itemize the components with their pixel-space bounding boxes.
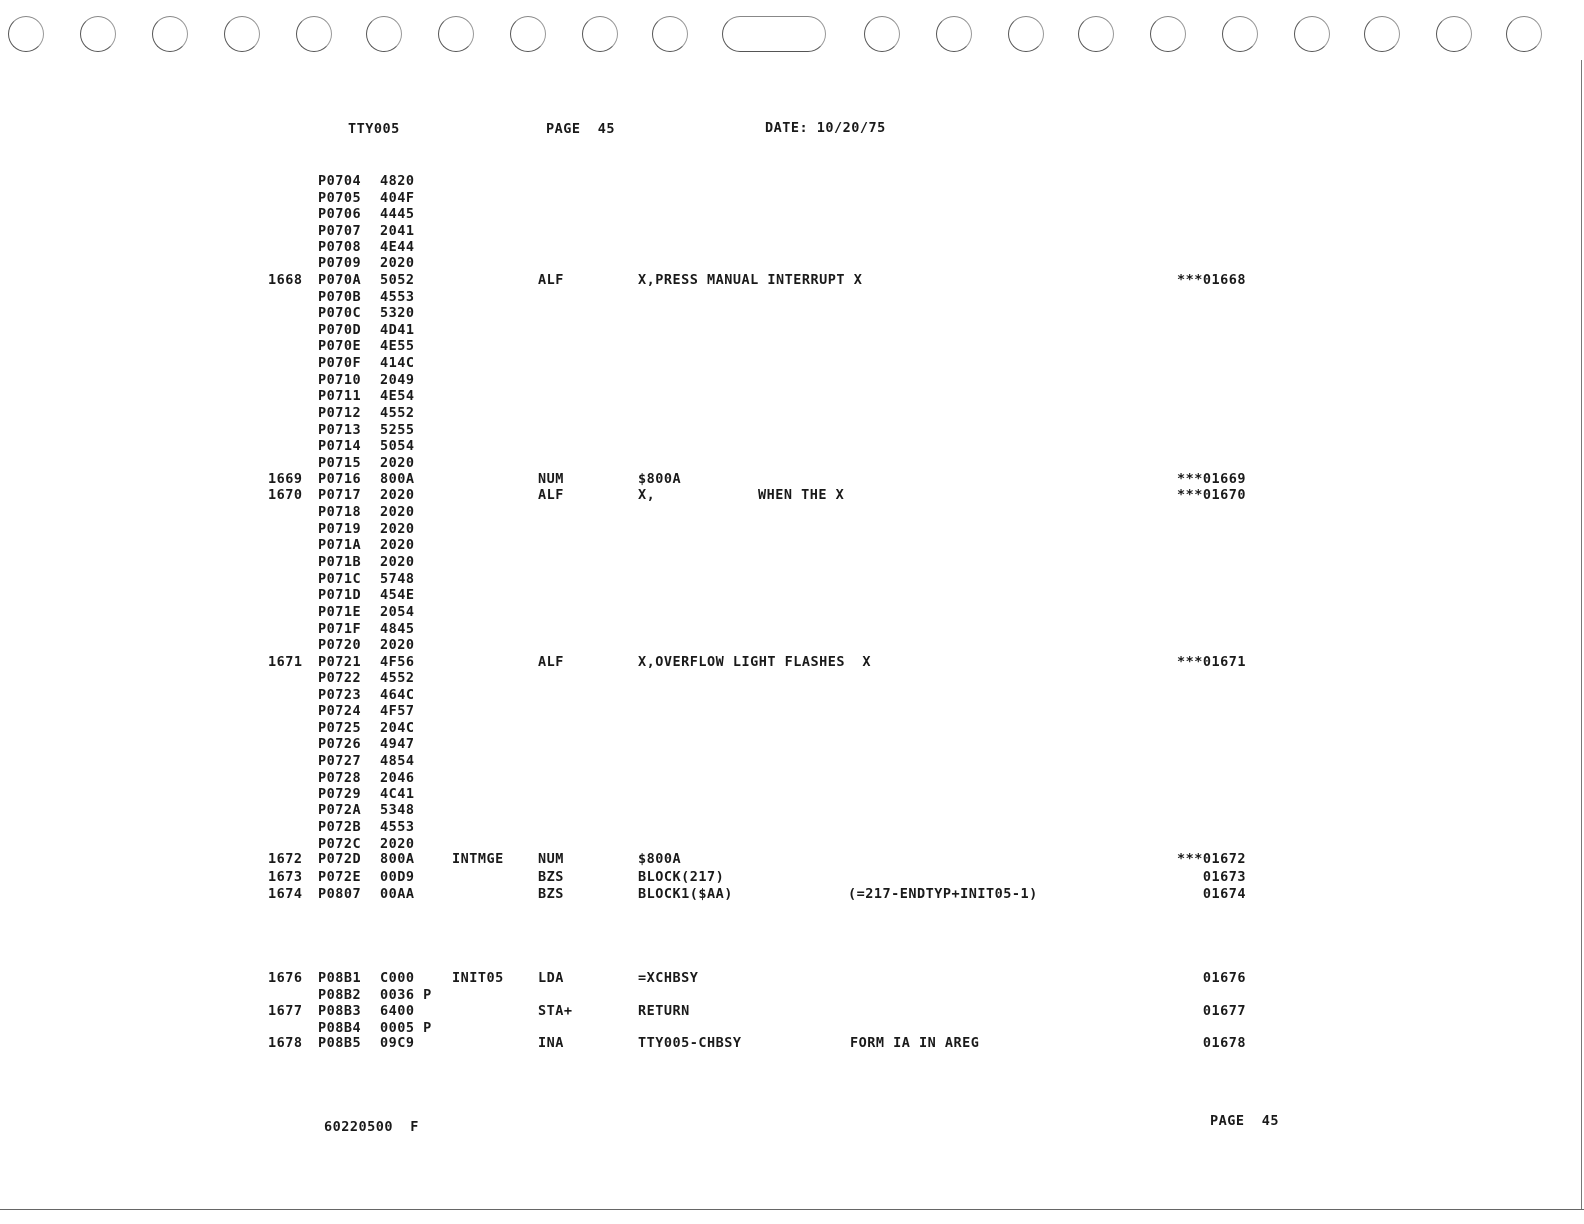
source-label: INTMGE [452, 851, 504, 867]
listing-row [0, 338, 1584, 354]
listing-row [0, 422, 1584, 438]
listing-row [0, 554, 1584, 570]
sequence-number: ***01669 [1176, 471, 1246, 487]
address: P0705 [318, 190, 362, 206]
opcode: BZS [538, 869, 564, 885]
object-code: 6400 [380, 1003, 415, 1019]
feed-hole [224, 16, 260, 52]
address: P0723 [318, 687, 362, 703]
listing-row [0, 471, 1584, 487]
tractor-feed-holes [0, 16, 1584, 60]
address: P0725 [318, 720, 362, 736]
object-code: 2020 [380, 521, 415, 537]
sequence-number: ***01668 [1176, 272, 1246, 288]
address: P0721 [318, 654, 362, 670]
object-code: 4947 [380, 736, 415, 752]
listing-row [0, 687, 1584, 703]
sequence-number: ***01672 [1176, 851, 1246, 867]
object-code: 2046 [380, 770, 415, 786]
feed-hole [1222, 16, 1258, 52]
sequence-number: ***01670 [1176, 487, 1246, 503]
operand: TTY005-CHBSY [638, 1035, 742, 1051]
line-number: 1668 [268, 272, 303, 288]
address: P072C [318, 836, 362, 852]
feed-hole [722, 16, 826, 52]
address: P0807 [318, 886, 362, 902]
listing-row [0, 736, 1584, 752]
object-code: 2020 [380, 455, 415, 471]
listing-row [0, 239, 1584, 255]
listing-row [0, 537, 1584, 553]
object-code: 454E [380, 587, 415, 603]
feed-hole [296, 16, 332, 52]
footer-page: PAGE 45 [1210, 1113, 1280, 1129]
listing-row [0, 819, 1584, 835]
object-code: 4553 [380, 819, 415, 835]
operand: BLOCK1($AA) [638, 886, 733, 902]
object-code: 4C41 [380, 786, 415, 802]
object-code: 4E55 [380, 338, 415, 354]
address: P0727 [318, 753, 362, 769]
object-code: 4552 [380, 670, 415, 686]
listing-row [0, 786, 1584, 802]
listing-row [0, 405, 1584, 421]
feed-hole [8, 16, 44, 52]
listing-row [0, 455, 1584, 471]
feed-hole [152, 16, 188, 52]
listing-row [0, 654, 1584, 670]
object-code: 2020 [380, 487, 415, 503]
feed-hole [1008, 16, 1044, 52]
sequence-number: 01674 [1202, 886, 1246, 902]
operand: $800A [638, 471, 682, 487]
listing-row [0, 571, 1584, 587]
address: P08B3 [318, 1003, 362, 1019]
source-label: INIT05 [452, 970, 504, 986]
feed-hole [1150, 16, 1186, 52]
address: P0720 [318, 637, 362, 653]
feed-hole [1078, 16, 1114, 52]
object-code: 5348 [380, 802, 415, 818]
address: P08B5 [318, 1035, 362, 1051]
object-code: 800A [380, 851, 415, 867]
object-code: 4E54 [380, 388, 415, 404]
address: P0717 [318, 487, 362, 503]
address: P070F [318, 355, 362, 371]
opcode: ALF [538, 487, 564, 503]
feed-hole [510, 16, 546, 52]
object-code: 2049 [380, 372, 415, 388]
opcode: STA+ [538, 1003, 573, 1019]
address: P070A [318, 272, 362, 288]
listing-row [0, 621, 1584, 637]
object-code: 2054 [380, 604, 415, 620]
listing-row [0, 770, 1584, 786]
listing-row [0, 487, 1584, 503]
listing-row [0, 753, 1584, 769]
object-code: 4445 [380, 206, 415, 222]
object-code: 4553 [380, 289, 415, 305]
address: P070D [318, 322, 362, 338]
feed-hole [1364, 16, 1400, 52]
sequence-number: 01678 [1202, 1035, 1246, 1051]
opcode: NUM [538, 471, 564, 487]
line-number: 1669 [268, 471, 303, 487]
listing-row [0, 504, 1584, 520]
object-code: 00D9 [380, 869, 415, 885]
feed-hole [438, 16, 474, 52]
address: P072D [318, 851, 362, 867]
address: P070B [318, 289, 362, 305]
address: P08B1 [318, 970, 362, 986]
listing-row [0, 1035, 1584, 1051]
address: P0708 [318, 239, 362, 255]
address: P0722 [318, 670, 362, 686]
feed-hole [1436, 16, 1472, 52]
operand: $800A [638, 851, 682, 867]
line-number: 1672 [268, 851, 303, 867]
header-page: PAGE 45 [546, 121, 616, 137]
line-number: 1678 [268, 1035, 303, 1051]
opcode: INA [538, 1035, 564, 1051]
line-number: 1671 [268, 654, 303, 670]
listing-row [0, 305, 1584, 321]
opcode: ALF [538, 272, 564, 288]
address: P071B [318, 554, 362, 570]
object-code: 4820 [380, 173, 415, 189]
address: P0704 [318, 173, 362, 189]
object-code: 2020 [380, 504, 415, 520]
operand: X, [638, 487, 656, 503]
address: P071C [318, 571, 362, 587]
sequence-number: 01673 [1202, 869, 1246, 885]
object-code: 4F57 [380, 703, 415, 719]
address: P0726 [318, 736, 362, 752]
object-code: 4D41 [380, 322, 415, 338]
object-code: 00AA [380, 886, 415, 902]
listing-row [0, 1003, 1584, 1019]
object-code: 800A [380, 471, 415, 487]
document-id: 60220500 F [324, 1119, 419, 1135]
feed-hole [582, 16, 618, 52]
listing-row [0, 173, 1584, 189]
object-code: 4F56 [380, 654, 415, 670]
object-code: 4E44 [380, 239, 415, 255]
sequence-number: 01676 [1202, 970, 1246, 986]
address: P0711 [318, 388, 362, 404]
comment: FORM IA IN AREG [850, 1035, 980, 1051]
line-number: 1677 [268, 1003, 303, 1019]
listing-row [0, 987, 1584, 1003]
address: P070C [318, 305, 362, 321]
feed-hole [1294, 16, 1330, 52]
tear-line [0, 1209, 1584, 1210]
address: P0714 [318, 438, 362, 454]
object-code: 2020 [380, 537, 415, 553]
object-code: 0005 P [380, 1020, 432, 1036]
line-number: 1674 [268, 886, 303, 902]
object-code: 5255 [380, 422, 415, 438]
address: P071A [318, 537, 362, 553]
feed-hole [936, 16, 972, 52]
address: P0713 [318, 422, 362, 438]
address: P0728 [318, 770, 362, 786]
feed-hole [652, 16, 688, 52]
object-code: 2020 [380, 637, 415, 653]
listing-row [0, 587, 1584, 603]
object-code: 5054 [380, 438, 415, 454]
line-number: 1673 [268, 869, 303, 885]
listing-row [0, 670, 1584, 686]
address: P0712 [318, 405, 362, 421]
address: P071D [318, 587, 362, 603]
address: P0709 [318, 255, 362, 271]
comment: (=217-ENDTYP+INIT05-1) [848, 886, 1038, 902]
object-code: 2020 [380, 554, 415, 570]
program-name: TTY005 [348, 121, 400, 137]
listing-row [0, 190, 1584, 206]
feed-hole [864, 16, 900, 52]
address: P08B2 [318, 987, 362, 1003]
object-code: 5748 [380, 571, 415, 587]
address: P0706 [318, 206, 362, 222]
comment: WHEN THE X [758, 487, 845, 503]
listing-row [0, 438, 1584, 454]
object-code: 2020 [380, 836, 415, 852]
object-code: 0036 P [380, 987, 432, 1003]
operand: X,PRESS MANUAL INTERRUPT X [638, 272, 863, 288]
address: P071F [318, 621, 362, 637]
object-code: 404F [380, 190, 415, 206]
listing-row [0, 637, 1584, 653]
listing-row [0, 206, 1584, 222]
listing-row [0, 255, 1584, 271]
listing-row [0, 322, 1584, 338]
object-code: 414C [380, 355, 415, 371]
listing-row [0, 851, 1584, 867]
object-code: 2020 [380, 255, 415, 271]
listing-row [0, 521, 1584, 537]
sequence-number: 01677 [1202, 1003, 1246, 1019]
address: P0729 [318, 786, 362, 802]
operand: X,OVERFLOW LIGHT FLASHES X [638, 654, 871, 670]
operand: =XCHBSY [638, 970, 699, 986]
listing-row [0, 272, 1584, 288]
listing-row [0, 720, 1584, 736]
object-code: 09C9 [380, 1035, 415, 1051]
listing-row [0, 886, 1584, 902]
address: P070E [318, 338, 362, 354]
header-date: DATE: 10/20/75 [765, 120, 886, 136]
address: P0715 [318, 455, 362, 471]
address: P072A [318, 802, 362, 818]
sequence-number: ***01671 [1176, 654, 1246, 670]
opcode: BZS [538, 886, 564, 902]
address: P0718 [318, 504, 362, 520]
listing-row [0, 604, 1584, 620]
object-code: 5052 [380, 272, 415, 288]
operand: RETURN [638, 1003, 690, 1019]
address: P08B4 [318, 1020, 362, 1036]
object-code: 464C [380, 687, 415, 703]
listing-row [0, 802, 1584, 818]
address: P072E [318, 869, 362, 885]
listing-row [0, 1020, 1584, 1036]
address: P071E [318, 604, 362, 620]
address: P0707 [318, 223, 362, 239]
opcode: ALF [538, 654, 564, 670]
line-number: 1676 [268, 970, 303, 986]
object-code: 4552 [380, 405, 415, 421]
object-code: 5320 [380, 305, 415, 321]
feed-hole [80, 16, 116, 52]
listing-row [0, 869, 1584, 885]
object-code: 204C [380, 720, 415, 736]
address: P0719 [318, 521, 362, 537]
address: P0716 [318, 471, 362, 487]
feed-hole [366, 16, 402, 52]
listing-row [0, 703, 1584, 719]
address: P072B [318, 819, 362, 835]
object-code: C000 [380, 970, 415, 986]
listing-row [0, 223, 1584, 239]
opcode: LDA [538, 970, 564, 986]
listing-row [0, 289, 1584, 305]
address: P0724 [318, 703, 362, 719]
listing-row [0, 388, 1584, 404]
listing-row [0, 970, 1584, 986]
opcode: NUM [538, 851, 564, 867]
feed-hole [1506, 16, 1542, 52]
line-number: 1670 [268, 487, 303, 503]
object-code: 2041 [380, 223, 415, 239]
object-code: 4845 [380, 621, 415, 637]
object-code: 4854 [380, 753, 415, 769]
address: P0710 [318, 372, 362, 388]
listing-row [0, 836, 1584, 852]
listing-row [0, 355, 1584, 371]
operand: BLOCK(217) [638, 869, 725, 885]
listing-row [0, 372, 1584, 388]
